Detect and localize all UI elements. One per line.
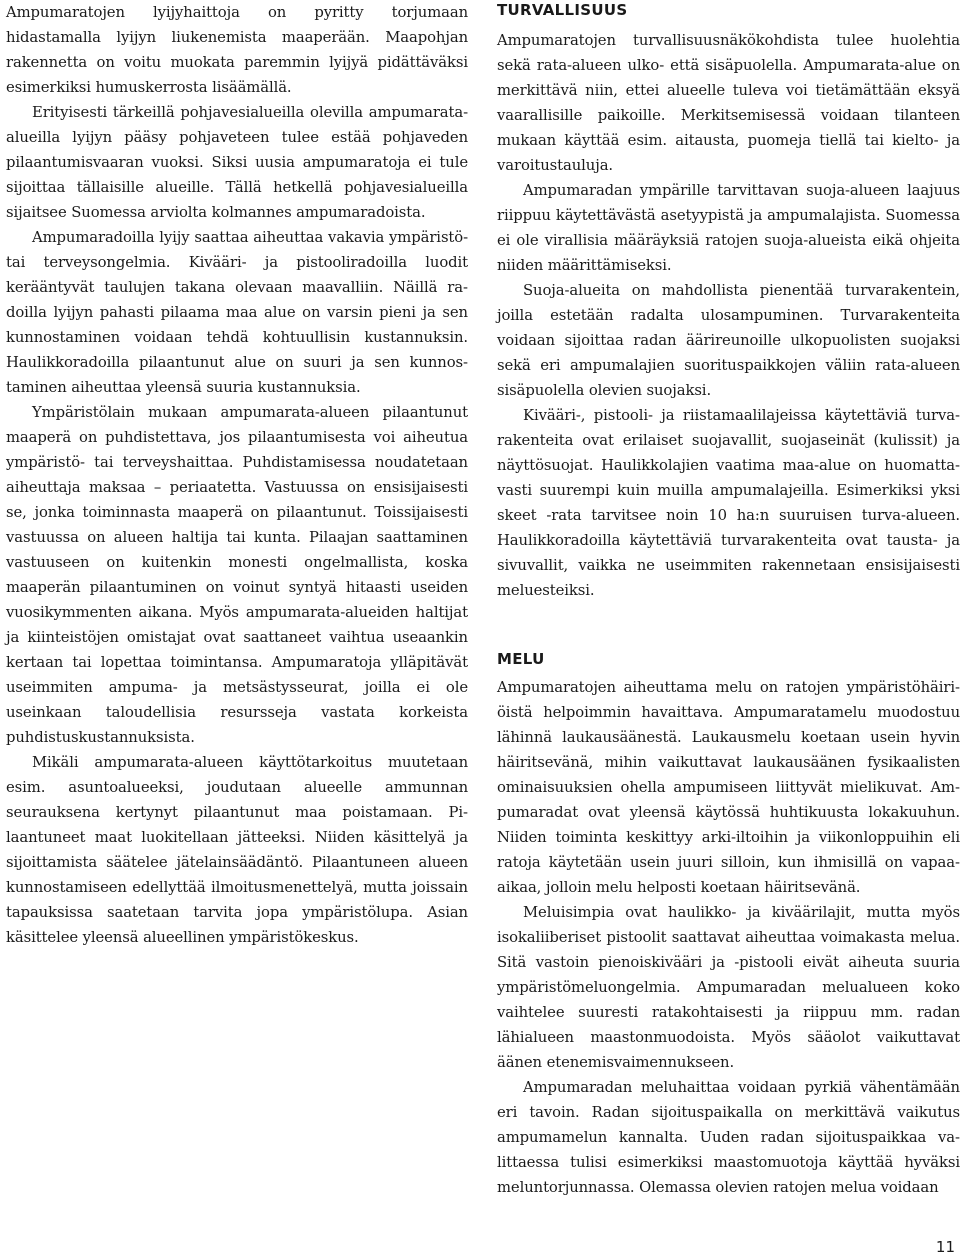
paragraph-land-use-change: Mikäli ampumarata-alueen käyttötarkoitus muutetaan esim. asuntoalueeksi, joudutaan alueelle ammunnan seurauksena kertynyt pilaantunut maa poistamaan. Pilaantuneet maat luokitellaan jätteeksi. Niiden käsittelyä ja sijoittamista säätelee jätelainsäädäntö. Pilaantuneen alueen kunnostamiseen edellyttää ilmoitusmenettelyä, mutta joissain tapauksissa saatetaan tarvita jopa ympäristölupa. Asian käsittelee yleensä alueellinen ympäristökeskus. [6,754,468,946]
section-melu [497,649,960,1200]
paragraph-safety-structures: Suoja-alueita on mahdollista pienentää turvarakentein, joilla estetään radalta ulosampuminen. Turvarakenteita voidaan sijoittaa radan äärireunoille ulkopuolisten suojaksi sekä eri ampumalajien suorituspaikkojen väliin rata-alueen sisäpuolella olevien suojaksi. [497,282,960,399]
paragraph-noise-intro: Ampumaratojen aiheuttama melu on ratojen ympäristöhäiriöistä helpoimmin havaittava. Ampumaratamelu muodostuu lähinnä laukausäänestä. Laukausmelu koetaan usein hyvin häiritsevänä, mihin vaikuttavat laukausäänen fysikaalisten ominaisuuksien ohella ampumiseen liittyvät mielikuvat. Ampumaradat ovat yleensä käytössä huhtikuusta lokakuuhun. Niiden toiminta keskittyy arki-iltoihin ja viikonloppuihin eli ratoja käytetään usein juuri silloin, kun ihmisillä on vapaaaikaa, jolloin melu helposti koetaan häiritsevänä. [497,679,960,896]
paragraph-noise-loudest: Meluisimpia ovat haulikko- ja kiväärilajit, mutta myös isokaliiberiset pistoolit saattavat aiheuttaa voimakasta melua. Sitä vastoin pienoiskivääri ja -pistooli eivät aiheuta suuria ympäristömeluongelmia. Ampumaradan melualueen koko vaihtelee suuresti ratakohtaisesti ja riippuu mm. radan lähialueen maastonmuodoista. Myös sääolot vaikuttavat äänen etenemisvaimennukseen. [497,904,960,1071]
paragraph-noise-reduction: Ampumaradan meluhaittaa voidaan pyrkiä vähentämään eri tavoin. Radan sijoituspaikalla on merkittävä vaikutus ampumamelun kannalta. Uuden radan sijoituspaikkaa valittaessa tulisi esimerkiksi maastomuotoja käyttää hyväksi meluntorjunnassa. Olemassa olevien ratojen melua voidaan [497,1079,960,1196]
paragraph-health-problems: Ampumaradoilla lyijy saattaa aiheuttaa vakavia ympäristö- tai terveysongelmia. Kivääri- ja pistooliradoilla luodit kerääntyvät taulujen takana olevaan maavalliin. Näillä radoilla lyijyn pahasti pilaama maa alue on varsin pieni ja sen kunnostaminen voidaan tehdä kohtuullisin kustannuksin. Haulikkoradoilla pilaantunut alue on suuri ja sen kunnostaminen aiheuttaa yleensä suuria kustannuksia. [6,229,468,396]
left-column [6,0,468,950]
section-heading-melu: MELU [497,650,545,668]
paragraph-safety-zone: Ampumaradan ympärille tarvittavan suoja-alueen laajuus riippuu käytettävästä asetyypistä ja ampumalajista. Suomessa ei ole virallisia määräyksiä ratojen suoja-alueista eikä ohjeita niiden määrittämiseksi. [497,182,960,274]
section-heading-turvallisuus: TURVALLISUUS [497,1,628,19]
paragraph-lead-mitigation: Ampumaratojen lyijyhaittoja on pyritty torjumaan hidastamalla lyijyn liukenemista maaperään. Maapohjan rakennetta on voitu muokata paremmin lyijyä pidättäväksi esimerkiksi humuskerrosta lisäämällä. [6,4,468,96]
right-column [497,0,960,1200]
paragraph-groundwater: Erityisesti tärkeillä pohjavesialueilla olevilla ampumarata-alueilla lyijyn pääsy pohjaveteen tulee estää pohjaveden pilaantumisvaaran vuoksi. Siksi uusia ampumaratoja ei tule sijoittaa tällaisille alueille. Tällä hetkellä pohjavesialueilla sijaitsee Suomessa arviolta kolmannes ampumaradoista. [6,104,468,221]
section-turvallisuus [497,0,960,603]
paragraph-environmental-law: Ympäristölain mukaan ampumarata-alueen pilaantunut maaperä on puhdistettava, jos pilaantumisesta voi aiheutua ympäristö- tai terveyshaittaa. Puhdistamisessa noudatetaan aiheuttaja maksaa – periaatetta. Vastuussa on ensisijaisesti se, jonka toiminnasta maaperä on pilaantunut. Toissijaisesti vastuussa on alueen haltija tai kunta. Pilaajan saattaminen vastuuseen on kuitenkin monesti ongelmallista, koska maaperän pilaantuminen on voinut syntyä hitaasti useiden vuosikymmenten aikana. Myös ampumarata-alueiden haltijat ja kiinteistöjen omistajat ovat saattaneet vaihtua useaankin kertaan tai lopettaa toimintansa. Ampumaratoja ylläpitävät useimmiten ampuma- ja metsästysseurat, joilla ei ole useinkaan taloudellisia resursseja vastata korkeista puhdistuskustannuksista. [6,404,468,746]
paragraph-safety-types: Kivääri-, pistooli- ja riistamaalilajeissa käytettäviä turvarakenteita ovat erilaiset suojavallit, suojaseinät (kulissit) ja näyttösuojat. Haulikkolajien vaatima maa-alue on huomattavasti suurempi kuin muilla ampumalajeilla. Esimerkiksi yksi skeet -rata tarvitsee noin 10 ha:n suuruisen turva-alueen. Haulikkoradoilla käytettäviä turvarakenteita ovat tausta- ja sivuvallit, vaikka ne useimmiten rakennetaan ensisijaisesti meluesteiksi. [497,407,960,599]
page-number: 11 [935,1238,955,1256]
paragraph-safety-marking: Ampumaratojen turvallisuusnäkökohdista tulee huolehtia sekä rata-alueen ulko- että sisäpuolella. Ampumarata-alue on merkittävä niin, ettei alueelle tuleva voi tietämättään eksyä vaarallisille paikoille. Merkitsemisessä voidaan tilanteen mukaan käyttää esim. aitausta, puomeja tiellä tai kielto- ja varoitustauluja. [497,32,960,174]
